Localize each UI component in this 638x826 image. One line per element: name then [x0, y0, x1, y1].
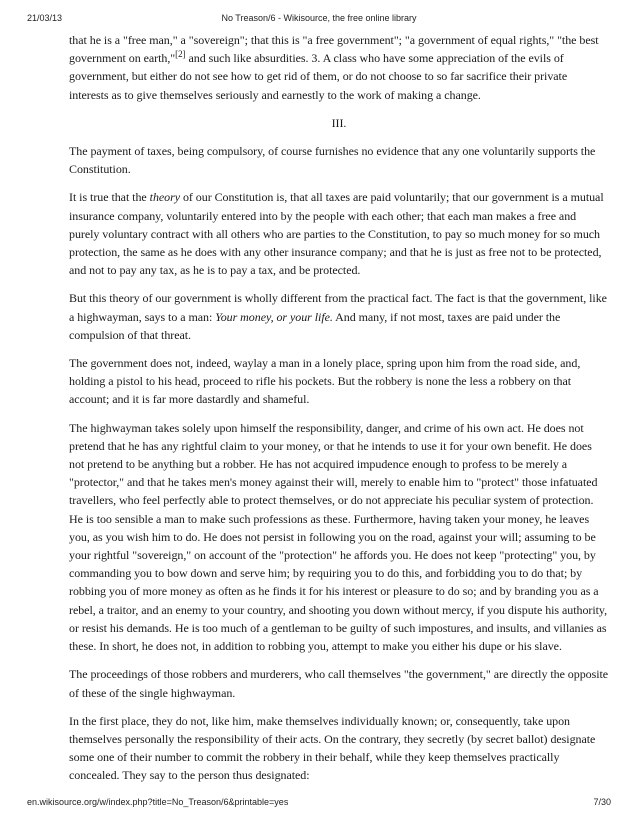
- section-heading: III.: [331, 115, 347, 130]
- print-footer: [0, 797, 638, 811]
- paragraph: that he is a "free man," a "sovereign"; that this is "a free government"; "a government of equal rights," "the best government on earth,"[2] and such like absurdities. 3. A class who have some appreciation of the evils of government, but either do not see how to get rid of them, or do not choose to so far sacrifice their private interests as to give themselves seriously and earnestly to the work of making a change.: [69, 33, 599, 102]
- paragraph: The highwayman takes solely upon himself the responsibility, danger, and crime of his own act. He does not pretend that he has any rightful claim to your money, or that he intends to use it for your own benefit. He does not pretend to be anything but a robber. He has not acquired impudence enough to profess to be merely a "protector," and that he takes men's money against their will, merely to enable him to "protect" those infatuated travellers, who feel perfectly able to protect themselves, or do not appreciate his peculiar system of protection. He is too sensible a man to make such professions as these. Furthermore, having taken your money, he leaves you, as you wish him to do. He does not persist in following you on the road, against your will; assuming to be your rightful "sovereign," on account of the "protection" he affords you. He does not keep "protecting" you, by commanding you to bow down and serve him; by requiring you to do this, and forbidding you to do that; by robbing you of more money as often as he finds it for his interest or pleasure to do so; and by branding you as a rebel, a traitor, and an enemy to your country, and shooting you down without mercy, if you dispute his authority, or resist his demands. He is too much of a gentleman to be guilty of such impostures, and insults, and villanies as these. In short, he does not, in addition to robbing you, attempt to make you either his dupe or his slave.: [69, 420, 608, 654]
- print-page-title: No Treason/6 - Wikisource, the free online library: [221, 13, 417, 23]
- page-url: en.wikisource.org/w/index.php?title=No_Treason/6&printable=yes: [27, 797, 289, 807]
- paragraph: It is true that the theory of our Constitution is, that all taxes are paid voluntarily; that our government is a mutual insurance company, voluntarily entered into by the people with each other; that each man makes a free and purely voluntary contract with all others who are parties to the Constitution, to pay so much money for so much protection, the same as he does with any other insurance company; and that he is just as free not to be protected, and not to pay any tax, as he is to pay a tax, and be protected.: [69, 190, 604, 278]
- paragraph: The payment of taxes, being compulsory, of course furnishes no evidence that any one voluntarily supports the Constitution.: [69, 144, 596, 177]
- paragraph: The government does not, indeed, waylay a man in a lonely place, spring upon him from the road side, and, holding a pistol to his head, proceed to rifle his pockets. But the robbery is none the less a robbery on that account; and it is far more dastardly and shameful.: [69, 356, 581, 407]
- page-number: 7/30: [593, 797, 611, 807]
- footnote-link[interactable]: [2]: [175, 49, 186, 60]
- paragraph: In the first place, they do not, like him, make themselves individually known; or, consequently, take upon themselves personally the responsibility of their acts. On the contrary, they secretly (by secret ballot) designate some one of their number to commit the robbery in their behalf, while they keep themselves practically concealed. They say to the person thus designated:: [69, 713, 596, 783]
- paragraph: The proceedings of those robbers and murderers, who call themselves "the government," are directly the opposite of these of the single highwayman.: [69, 667, 609, 700]
- emphasis: theory: [149, 190, 181, 205]
- print-date: 21/03/13: [27, 13, 63, 23]
- article-body: [69, 31, 609, 795]
- print-header: [0, 13, 638, 27]
- paragraph: But this theory of our government is wholly different from the practical fact. The fact is that the government, like a highwayman, says to a man: Your money, or your life. And many, if not most, taxes are paid under the compulsion of that threat.: [69, 291, 607, 342]
- emphasis: Your money, or your life.: [215, 309, 333, 324]
